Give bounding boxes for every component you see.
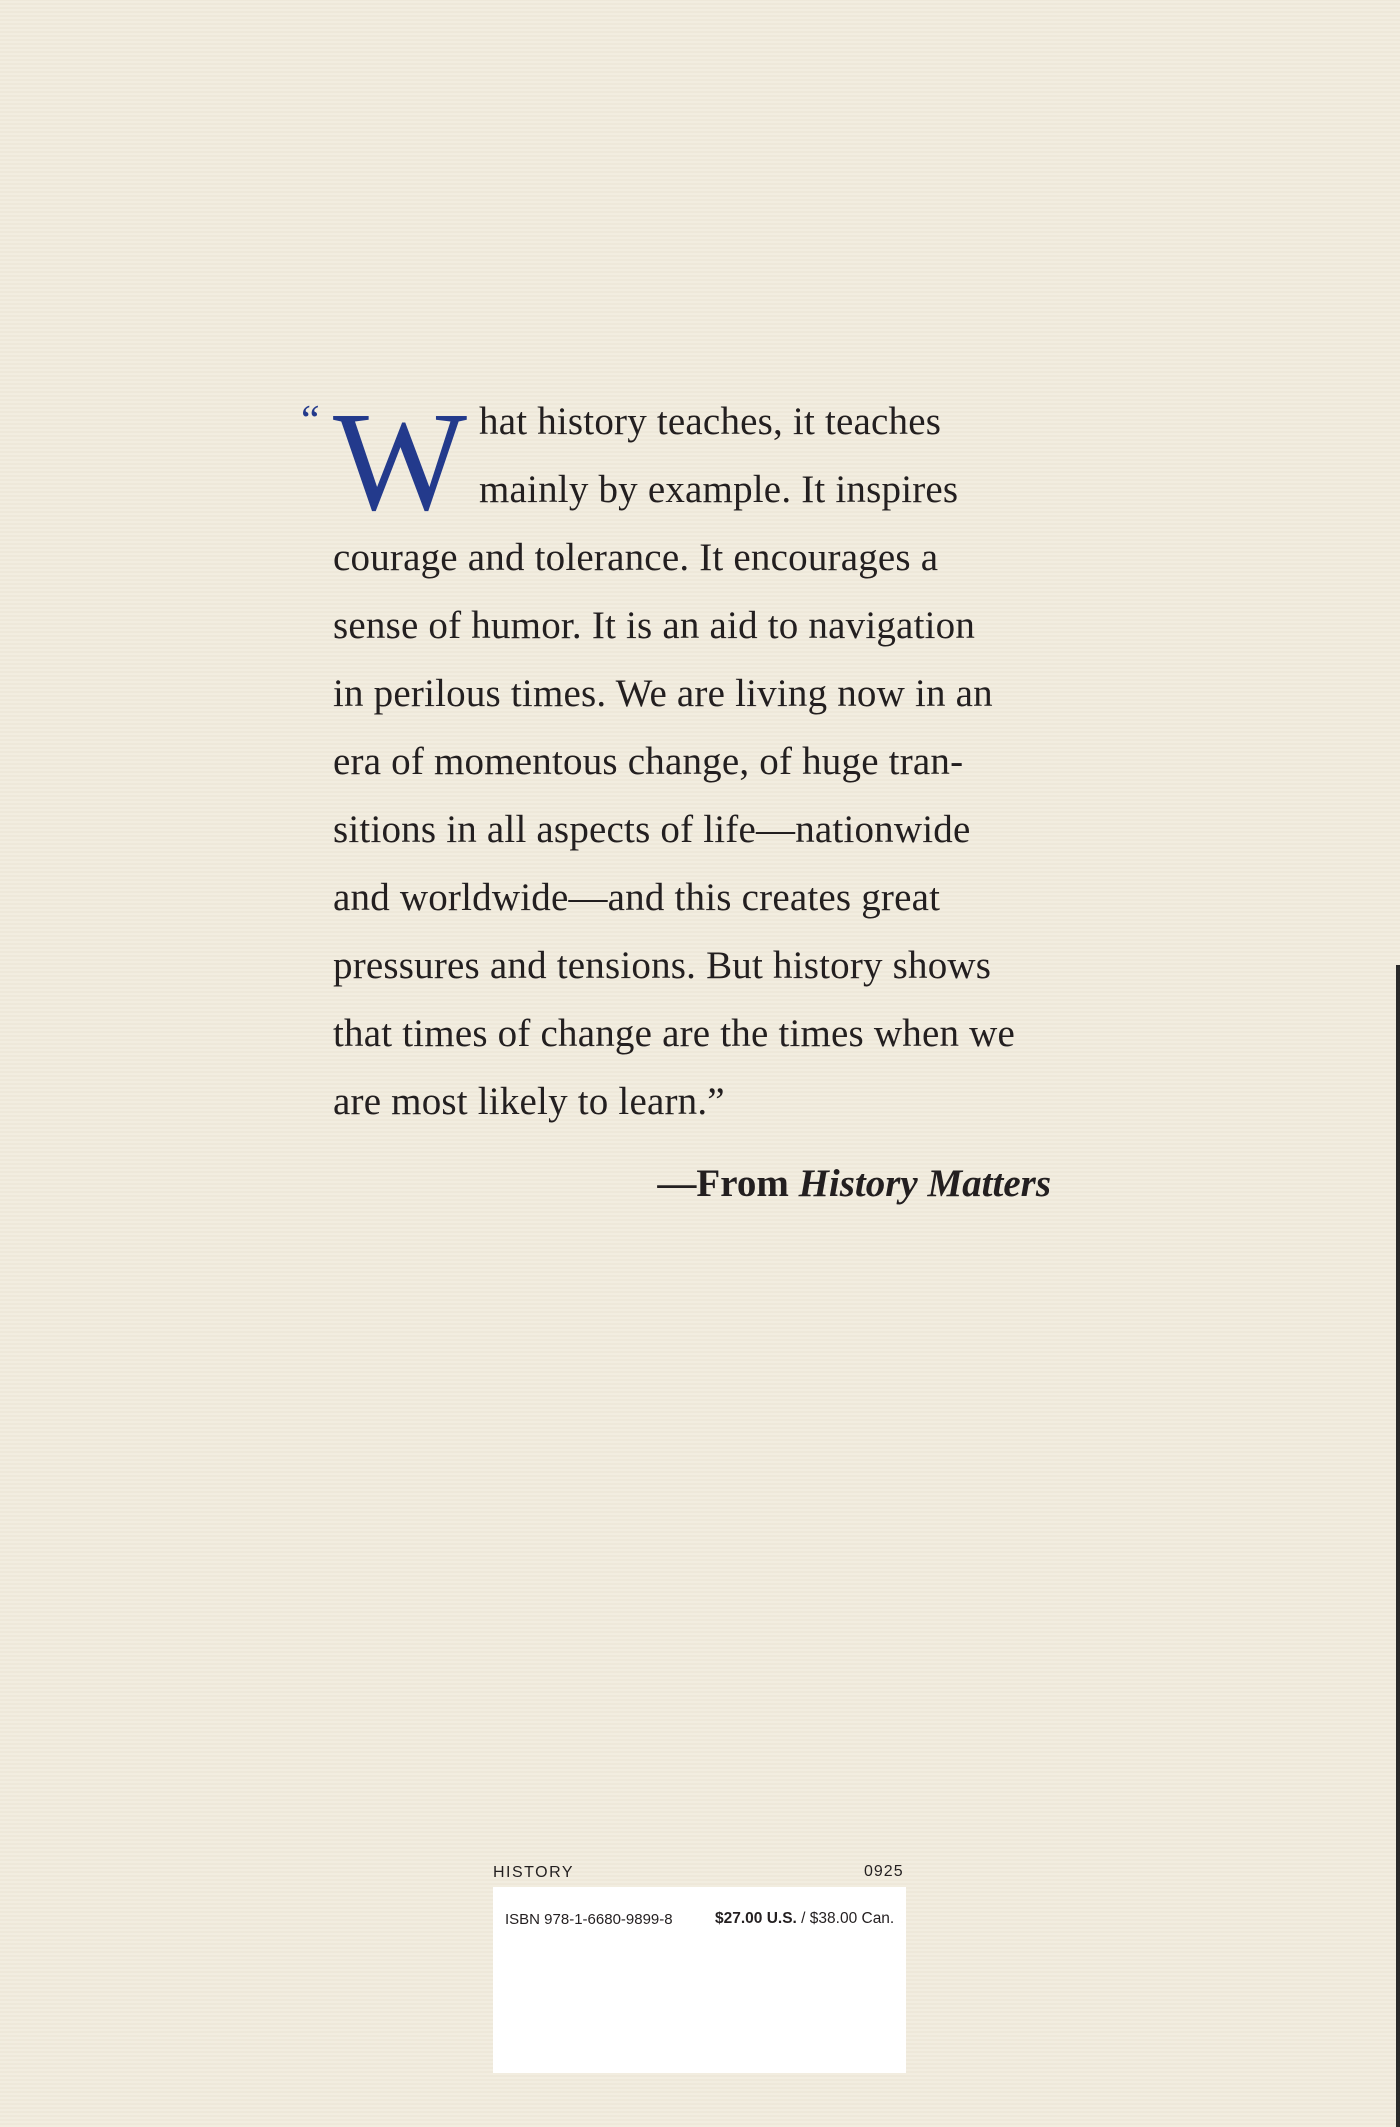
isbn-number: ISBN 978-1-6680-9899-8 bbox=[505, 1911, 673, 1928]
quote-line: pressures and tensions. But history shows bbox=[333, 944, 992, 987]
quote-line: are most likely to learn.” bbox=[333, 1080, 725, 1123]
quote-line: in perilous times. We are living now in an bbox=[333, 672, 993, 715]
quote-line: sitions in all aspects of life—nationwide bbox=[333, 808, 971, 851]
price-us: $27.00 U.S. bbox=[715, 1910, 797, 1927]
price-separator: / bbox=[796, 1910, 810, 1927]
category-label: HISTORY bbox=[493, 1864, 575, 1881]
attribution-book-title: History Matters bbox=[798, 1162, 1051, 1205]
quote-line: sense of humor. It is an aid to navigation bbox=[333, 604, 976, 647]
barcode-box bbox=[493, 1887, 906, 2073]
price-canada: $38.00 Can. bbox=[809, 1910, 895, 1927]
print-code: 0925 bbox=[864, 1863, 904, 1880]
price-label bbox=[715, 1910, 894, 1928]
drop-cap-letter: W bbox=[333, 382, 468, 540]
quote-line: that times of change are the times when we bbox=[333, 1012, 1015, 1055]
quote-line: mainly by example. It inspires bbox=[479, 468, 959, 511]
right-edge-line bbox=[1396, 965, 1400, 2127]
quote-line: hat history teaches, it teaches bbox=[479, 400, 942, 443]
quote-line: era of momentous change, of huge tran- bbox=[333, 740, 964, 783]
attribution-prefix: —From bbox=[657, 1162, 799, 1205]
opening-quote-mark: “ bbox=[301, 398, 320, 444]
quote-attribution bbox=[657, 1162, 1051, 1206]
quote-line: and worldwide—and this creates great bbox=[333, 876, 941, 919]
quote-line: courage and tolerance. It encourages a bbox=[333, 536, 939, 579]
